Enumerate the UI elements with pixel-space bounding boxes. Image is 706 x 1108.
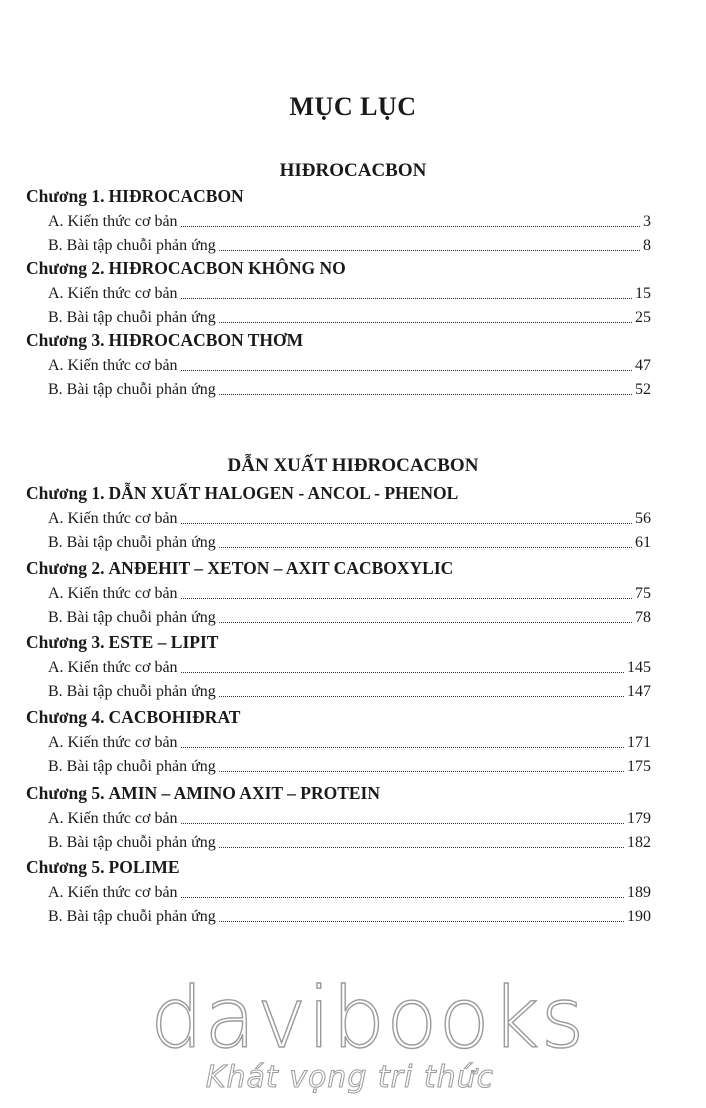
chapter-title: AMIN – AMINO AXIT – PROTEIN [108,783,380,803]
entry-page-number: 56 [635,510,651,527]
dot-leader [181,298,632,299]
entry-page-number: 175 [627,758,651,775]
part-title: HIĐROCACBON [279,160,427,181]
entry-label: A. Kiến thức cơ bản [48,285,178,302]
entry-label: A. Kiến thức cơ bản [48,510,178,527]
dot-leader [219,771,624,772]
chapter-number: Chương 1. [26,483,105,503]
entry-label: B. Bài tập chuỗi phản ứng [48,309,216,326]
chapter-title: ESTE – LIPIT [108,632,219,652]
entry-page-number: 3 [643,213,651,230]
chapter-title: DẪN XUẤT HALOGEN - ANCOL - PHENOL [108,483,459,503]
toc-entry[interactable] [48,213,651,231]
dot-leader [181,897,624,898]
entry-page-number: 190 [627,908,651,925]
chapter-title: HIĐROCACBON KHÔNG NO [108,258,346,278]
entry-page-number: 8 [643,237,651,254]
chapter-number: Chương 3. [26,330,105,350]
toc-entry[interactable] [48,585,651,603]
chapter-heading [26,857,180,878]
toc-entry[interactable] [48,285,651,303]
entry-label: A. Kiến thức cơ bản [48,357,178,374]
entry-label: B. Bài tập chuỗi phản ứng [48,834,216,851]
entry-label: B. Bài tập chuỗi phản ứng [48,758,216,775]
chapter-number: Chương 5. [26,857,105,877]
dot-leader [181,672,624,673]
chapter-title: HIĐROCACBON [108,186,244,206]
dot-leader [219,322,632,323]
chapter-heading [26,558,453,579]
entry-label: A. Kiến thức cơ bản [48,659,178,676]
entry-page-number: 78 [635,609,651,626]
dot-leader [181,370,632,371]
dot-leader [219,547,632,548]
chapter-number: Chương 5. [26,783,105,803]
toc-entry[interactable] [48,534,651,552]
chapter-title: CACBOHIĐRAT [108,707,241,727]
toc-entry[interactable] [48,810,651,828]
chapter-number: Chương 2. [26,558,105,578]
dot-leader [219,394,632,395]
toc-entry[interactable] [48,510,651,528]
chapter-heading [26,707,240,728]
toc-entry[interactable] [48,237,651,255]
toc-entry[interactable] [48,309,651,327]
entry-page-number: 182 [627,834,651,851]
toc-entry[interactable] [48,659,651,677]
chapter-title: POLIME [108,857,180,877]
entry-page-number: 145 [627,659,651,676]
toc-entry[interactable] [48,758,651,776]
entry-page-number: 179 [627,810,651,827]
toc-entry[interactable] [48,834,651,852]
chapter-number: Chương 3. [26,632,105,652]
dot-leader [219,250,640,251]
chapter-title: HIĐROCACBON THƠM [108,330,304,350]
entry-page-number: 25 [635,309,651,326]
chapter-number: Chương 2. [26,258,105,278]
chapter-number: Chương 1. [26,186,105,206]
chapter-heading [26,258,346,279]
dot-leader [181,523,632,524]
entry-label: A. Kiến thức cơ bản [48,810,178,827]
dot-leader [181,598,632,599]
dot-leader [181,226,640,227]
entry-label: A. Kiến thức cơ bản [48,884,178,901]
part-title: DẪN XUẤT HIĐROCACBON [227,455,479,476]
dot-leader [181,747,624,748]
entry-label: B. Bài tập chuỗi phản ứng [48,609,216,626]
entry-page-number: 52 [635,381,651,398]
toc-entry[interactable] [48,609,651,627]
entry-page-number: 189 [627,884,651,901]
chapter-heading [26,783,380,804]
chapter-heading [26,483,458,504]
entry-label: A. Kiến thức cơ bản [48,213,178,230]
entry-label: B. Bài tập chuỗi phản ứng [48,683,216,700]
entry-page-number: 75 [635,585,651,602]
toc-entry[interactable] [48,734,651,752]
entry-page-number: 61 [635,534,651,551]
entry-page-number: 47 [635,357,651,374]
page-title: MỤC LỤC [289,92,417,121]
chapter-number: Chương 4. [26,707,105,727]
dot-leader [219,696,624,697]
watermark-brand: davibooks [150,969,586,1067]
chapter-heading [26,330,303,351]
entry-label: B. Bài tập chuỗi phản ứng [48,908,216,925]
chapter-title: ANĐEHIT – XETON – AXIT CACBOXYLIC [108,558,454,578]
dot-leader [219,847,624,848]
dot-leader [181,823,624,824]
toc-entry[interactable] [48,884,651,902]
chapter-heading [26,632,218,653]
entry-label: A. Kiến thức cơ bản [48,585,178,602]
toc-entry[interactable] [48,908,651,926]
entry-page-number: 147 [627,683,651,700]
entry-label: A. Kiến thức cơ bản [48,734,178,751]
toc-entry[interactable] [48,683,651,701]
dot-leader [219,921,624,922]
entry-label: B. Bài tập chuỗi phản ứng [48,381,216,398]
toc-entry[interactable] [48,381,651,399]
chapter-heading [26,186,244,207]
entry-label: B. Bài tập chuỗi phản ứng [48,237,216,254]
entry-page-number: 15 [635,285,651,302]
entry-page-number: 171 [627,734,651,751]
watermark-slogan: Khát vọng tri thức [205,1060,495,1095]
dot-leader [219,622,632,623]
entry-label: B. Bài tập chuỗi phản ứng [48,534,216,551]
toc-entry[interactable] [48,357,651,375]
